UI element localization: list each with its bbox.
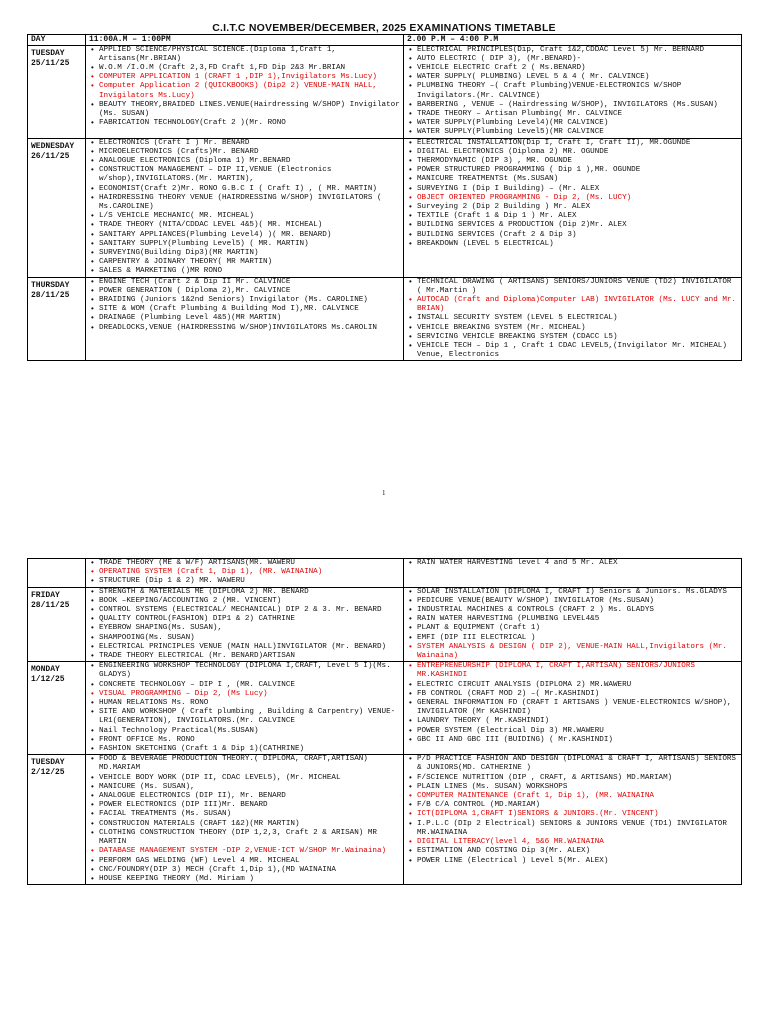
morning-exam-list	[88, 139, 401, 277]
exam-entry: • BOOK –KEEPING/ACCOUNTING 2 (MR. VINCENT)	[99, 597, 401, 606]
exam-entry: • ELECTRIC CIRCUIT ANALYSIS (DIPLOMA 2) MR.WAWERU	[417, 681, 739, 690]
header-morning: 11:00A.M – 1:00PM	[86, 35, 404, 46]
exam-entry: • STRENGTH & MATERIALS ME (DIPLOMA 2) MR. BENARD	[99, 588, 401, 597]
exam-entry: • AUTOCAD (Craft and Diploma)Computer LAB) INVIGILATOR (Ms. LUCY and Mr. BRIAN)	[417, 296, 739, 314]
exam-entry: • ELECTRICAL PRINCIPLES VENUE (MAIN HALL)INVIGILATOR (Mr. BENARD)	[99, 643, 401, 652]
day-name: MONDAY	[31, 665, 60, 675]
day-cell	[28, 662, 86, 755]
afternoon-exam-list	[406, 278, 739, 361]
exam-entry: • Nail Technology Practical(Ms.SUSAN)	[99, 727, 401, 736]
exam-entry: • TRADE THEORY (NITA/CDDAC LEVEL 4&5)( MR. MICHEAL)	[99, 221, 401, 230]
afternoon-exam-list	[406, 755, 739, 865]
exam-entry: • TECHNICAL DRAWING ( ARTISANS) SENIORS/JUNIORS VENUE (TD2) INVIGILATOR ( Mr.Martin )	[417, 278, 739, 296]
day-date: 1/12/25	[31, 675, 65, 685]
exam-entry: • VEHICLE TECH – Dip 1 , Craft 1 CDAC LEVEL5,(Invigilator Mr. MICHEAL) Venue, Electronics	[417, 342, 739, 360]
timetable-page-1	[0, 0, 768, 500]
day-name: FRIDAY	[31, 590, 60, 600]
morning-session-cell	[86, 277, 404, 361]
afternoon-session-cell	[404, 559, 742, 588]
day-cell	[28, 559, 86, 588]
afternoon-session-cell	[404, 277, 742, 361]
exam-entry: • ANALOGUE ELECTRONICS (Diploma 1) Mr.BENARD	[99, 157, 401, 166]
morning-exam-list	[88, 559, 401, 587]
exam-entry: • TRADE THEORY ELECTRICAL (Mr. BENARD)ARTISAN	[99, 652, 401, 661]
exam-entry: • MANICURE (Ms. SUSAN),	[99, 783, 401, 792]
exam-entry: • WATER SUPPLY( PLUMBING) LEVEL 5 & 4 ( Mr. CALVINCE)	[417, 73, 739, 82]
afternoon-session-cell	[404, 45, 742, 138]
exam-entry: • CARPENTRY & JOINARY THEORY( MR MARTIN)	[99, 258, 401, 267]
exam-entry: • WATER SUPPLY(Plumbing Level5)(MR CALVINCE	[417, 128, 739, 137]
exam-entry: • GBC II AND GBC III (BUIDING) ( Mr.KASHINDI)	[417, 736, 739, 745]
header-afternoon: 2.00 P.M – 4:00 P.M	[404, 35, 742, 46]
exam-entry: • HOUSE KEEPING THEORY (Md. Miriam )	[99, 875, 401, 884]
timetable-page-2	[0, 556, 768, 1024]
day-name: TUESDAY	[31, 48, 65, 58]
page-number: 1	[382, 489, 386, 497]
day-row	[28, 587, 742, 662]
exam-entry: • SOLAR INSTALLATION (DIPLOMA I, CRAFT I) Seniors & Juniors. Ms.GLADYS	[417, 588, 739, 597]
exam-entry: • APPLIED SCIENCE/PHYSICAL SCIENCE.(Diploma 1,Craft 1, Artisans(Mr.BRIAN)	[99, 46, 401, 64]
day-row	[28, 277, 742, 361]
timetable-body-1	[28, 45, 742, 361]
exam-entry: • DRAINAGE (Plumbing Level 4&5)(MR MARTIN)	[99, 314, 401, 323]
exam-entry: • WATER SUPPLY(Plumbing Level4)(MR CALVINCE)	[417, 119, 739, 128]
exam-entry: • COMPUTER APPLICATION 1 (CRAFT 1 ,DIP 1),Invigilators Ms.Lucy)	[99, 73, 401, 82]
exam-entry: • BUILDING SERVICES & PRODUCTION (Dip 2)Mr. ALEX	[417, 221, 739, 230]
exam-entry: • DREADLOCKS,VENUE (HAIRDRESSING W/SHOP)INVIGILATORS Ms.CAROLIN	[99, 324, 401, 333]
exam-entry: • W.O.M /I.O.M (Craft 2,3,FD Craft 1,FD Dip 2&3 Mr.BRIAN	[99, 64, 401, 73]
afternoon-session-cell	[404, 755, 742, 885]
exam-entry: • ENTREPRENEURSHIP (DIPLOMA I, CRAFT I,ARTISAN) SENIORS/JUNIORS MR.KASHINDI	[417, 662, 739, 680]
morning-exam-list	[88, 46, 401, 129]
day-row	[28, 559, 742, 588]
exam-entry: • PLANT & EQUIPMENT (Craft 1)	[417, 624, 739, 633]
morning-session-cell	[86, 755, 404, 885]
exam-entry: • POWER GENERATION ( Diploma 2),Mr. CALVINCE	[99, 287, 401, 296]
morning-exam-list	[88, 755, 401, 884]
exam-entry: • ESTIMATION AND COSTING Dip 3(Mr. ALEX)	[417, 847, 739, 856]
morning-session-cell	[86, 45, 404, 138]
timetable-table-1	[27, 34, 742, 361]
exam-entry: • ELECTRICAL PRINCIPLES(Dip, Craft 1&2,CDDAC Level 5) Mr. BERNARD	[417, 46, 739, 55]
exam-entry: • FASHION SKETCHING (Craft 1 & Dip 1)(CATHRINE)	[99, 745, 401, 754]
exam-entry: • MICROELECTRONICS (Crafts)Mr. BENARD	[99, 148, 401, 157]
exam-entry: • INSTALL SECURITY SYSTEM (LEVEL 5 ELECTRICAL)	[417, 314, 739, 323]
page-gap	[0, 500, 768, 556]
day-row	[28, 138, 742, 277]
exam-entry: • HAIRDRESSING THEORY VENUE (HAIRDRESSING W/SHOP) INVIGILATORS ( Ms.CAROLINE)	[99, 194, 401, 212]
afternoon-session-cell	[404, 138, 742, 277]
day-date: 28/11/25	[31, 600, 70, 610]
morning-session-cell	[86, 662, 404, 755]
exam-entry: • VISUAL PROGRAMMING – Dip 2, (Ms Lucy)	[99, 690, 401, 699]
exam-entry: • PEDICURE VENUE(BEAUTY W/SHOP) INVIGILATOR (Ms.SUSAN)	[417, 597, 739, 606]
exam-entry: • HUMAN RELATIONS Ms. RONO	[99, 699, 401, 708]
exam-entry: • STRUCTURE (Dip 1 & 2) MR. WAWERU	[99, 577, 401, 586]
afternoon-exam-list	[406, 588, 739, 662]
day-name: WEDNESDAY	[31, 141, 75, 151]
exam-entry: • CNC/FOUNDRY(DIP 3) MECH (Craft 1,Dip 1),(MD WAINAINA	[99, 866, 401, 875]
exam-entry: • SURVEYING(Building Dip3)(MR MARTIN)	[99, 249, 401, 258]
day-row	[28, 662, 742, 755]
afternoon-session-cell	[404, 587, 742, 662]
exam-entry: • P/D PRACTICE FASHION AND DESIGN (DIPLOMA1 & CRAFT I, ARTISANS) SENIORS & JUNIORS(MD. CATHERINE )	[417, 755, 739, 773]
morning-exam-list	[88, 588, 401, 662]
exam-entry: • OBJECT ORIENTED PROGRAMMING - Dip 2, (Ms. LUCY)	[417, 194, 739, 203]
exam-entry: • COMPUTER MAINTENANCE (Craft 1, Dip 1), (MR. WAINAINA	[417, 792, 739, 801]
exam-entry: • OPERATING SYSTEM (Craft 1, Dip 1), (MR. WAINAINA)	[99, 568, 401, 577]
exam-entry: • CONCRETE TECHNOLOGY – DIP I , (MR. CALVINCE	[99, 681, 401, 690]
exam-entry: • GENERAL INFORMATION FD (CRAFT I ARTISANS ) VENUE-ELECTRONICS W/SHOP), INVIGILATOR (Mr KASHINDI)	[417, 699, 739, 717]
exam-entry: • PERFORM GAS WELDING (WF) Level 4 MR. MICHEAL	[99, 857, 401, 866]
day-date: 25/11/25	[31, 58, 70, 68]
morning-exam-list	[88, 278, 401, 333]
exam-entry: • TRADE THEORY – Artisan Plumbing( Mr. CALVINCE	[417, 110, 739, 119]
exam-entry: • ANALOGUE ELECTRONICS (DIP II), Mr. BENARD	[99, 792, 401, 801]
exam-entry: • FB CONTROL (CRAFT MOD 2) –( Mr.KASHINDI)	[417, 690, 739, 699]
morning-session-cell	[86, 587, 404, 662]
exam-entry: • CONTROL SYSTEMS (ELECTRICAL/ MECHANICAL) DIP 2 & 3. Mr. BENARD	[99, 606, 401, 615]
exam-entry: • SITE AND WORKSHOP ( Craft plumbing , Building & Carpentry) VENUE- LR1(GENERATION), INVIGILATORS.(Mr. CALVINCE	[99, 708, 401, 726]
exam-entry: • CONSTRUCION MATERIALS (CRAFT 1&2)(MR MARTIN)	[99, 820, 401, 829]
exam-entry: • FABRICATION TECHNOLOGY(Craft 2 )(Mr. RONO	[99, 119, 401, 128]
morning-session-cell	[86, 138, 404, 277]
exam-entry: • QUALITY CONTROL(FASHION) DIP1 & 2) CATHRINE	[99, 615, 401, 624]
exam-entry: • EYEBROW SHAPING(Ms. SUSAN),	[99, 624, 401, 633]
timetable-title: C.I.T.C NOVEMBER/DECEMBER, 2025 EXAMINATIONS TIMETABLE	[212, 22, 556, 34]
exam-entry: • LAUNDRY THEORY ( Mr.KASHINDI)	[417, 717, 739, 726]
exam-entry: • ENGINE TECH (Craft 2 & Dip II Mr. CALVINCE	[99, 278, 401, 287]
day-date: 28/11/25	[31, 290, 70, 300]
exam-entry: • Computer Application 2 (QUICKBOOKS) (Dip2 2) VENUE-MAIN HALL, Invigilators Ms.Lucy)	[99, 82, 401, 100]
exam-entry: • BUILDING SERVICES (Craft 2 & Dip 3)	[417, 231, 739, 240]
exam-entry: • BEAUTY THEORY,BRAIDED LINES.VENUE(Hairdressing W/SHOP) Invigilator (Ms. SUSAN)	[99, 101, 401, 119]
day-row	[28, 755, 742, 885]
afternoon-exam-list	[406, 139, 739, 249]
exam-entry: • F/SCIENCE NUTRITION (DIP , CRAFT, & ARTISANS) MD.MARIAM)	[417, 774, 739, 783]
day-row	[28, 45, 742, 138]
exam-entry: • ECONOMIST(Craft 2)Mr. RONO G.B.C I ( Craft I) , ( MR. MARTIN)	[99, 185, 401, 194]
exam-entry: • FACIAL TREATMENTS (Ms. SUSAN)	[99, 810, 401, 819]
exam-entry: • DIGITAL LITERACY(level 4, 5&6 MR.WAINAINA	[417, 838, 739, 847]
timetable-body-2	[28, 559, 742, 885]
exam-entry: • DIGITAL ELECTRONICS (Diploma 2) MR. OGUNDE	[417, 148, 739, 157]
exam-entry: • POWER STRUCTURED PROGRAMMING ( Dip 1 ),MR. OGUNDE	[417, 166, 739, 175]
exam-entry: • VEHICLE ELECTRIC Craft 2 ( Ms.BENARD)	[417, 64, 739, 73]
exam-entry: • SANITARY APPLIANCES(Plumbing Level4) )( MR. BENARD)	[99, 231, 401, 240]
day-date: 26/11/25	[31, 151, 70, 161]
exam-entry: • ENGINEERING WORKSHOP TECHNOLOGY (DIPLOMA I,CRAFT, Level 5 I)(Ms. GLADYS)	[99, 662, 401, 680]
exam-entry: • RAIN WATER HARVESTING (PLUMBING LEVEL4&5	[417, 615, 739, 624]
exam-entry: • POWER LINE (Electrical ) Level 5(Mr. ALEX)	[417, 857, 739, 866]
morning-exam-list	[88, 662, 401, 754]
afternoon-exam-list	[406, 662, 739, 745]
day-cell	[28, 755, 86, 885]
exam-entry: • PLUMBING THEORY –( Craft Plumbing)VENUE-ELECTRONICS W/SHOP Invigilators.(Mr. CALVINCE)	[417, 82, 739, 100]
header-day: DAY	[28, 35, 86, 46]
exam-entry: • BREAKDOWN (LEVEL 5 ELECTRICAL)	[417, 240, 739, 249]
exam-entry: • ICT(DIPLOMA 1,CRAFT I)SENIORS & JUNIORS.(Mr. VINCENT)	[417, 810, 739, 819]
exam-entry: • AUTO ELECTRIC ( DIP 3), (Mr.BENARD)-	[417, 55, 739, 64]
exam-entry: • TRADE THEORY (ME & W/F) ARTISANS(MR. WAWERU	[99, 559, 401, 568]
header-row	[28, 35, 742, 46]
exam-entry: • PLAIN LINES (Ms. SUSAN) WORKSHOPS	[417, 783, 739, 792]
day-cell	[28, 277, 86, 361]
morning-session-cell	[86, 559, 404, 588]
exam-entry: • F/B C/A CONTROL (MD.MARIAM)	[417, 801, 739, 810]
exam-entry: • SERVICING VEHICLE BREAKING SYSTEM (CDACC L5)	[417, 333, 739, 342]
exam-entry: • ELECTRICAL INSTALLATION(Dip I, Craft I, Craft II), MR.OGUNDE	[417, 139, 739, 148]
day-cell	[28, 45, 86, 138]
exam-entry: • DATABASE MANAGEMENT SYSTEM -DIP 2,VENUE-ICT W/SHOP Mr.Wainaina)	[99, 847, 401, 856]
timetable-table-2	[27, 558, 742, 885]
exam-entry: • INDUSTRIAL MACHINES & CONTROLS (CRAFT 2 ) Ms. GLADYS	[417, 606, 739, 615]
exam-entry: • POWER ELECTRONICS (DIP III)Mr. BENARD	[99, 801, 401, 810]
exam-entry: • CONSTRUCTION MANAGEMENT – DIP II,VENUE (Electronics w/shop),INVIGILATORS.(Mr. MARTIN),	[99, 166, 401, 184]
afternoon-session-cell	[404, 662, 742, 755]
exam-entry: • VEHICLE BREAKING SYSTEM (Mr. MICHEAL)	[417, 324, 739, 333]
exam-entry: • MANICURE TREATMENTSt (Ms.SUSAN)	[417, 175, 739, 184]
exam-entry: • SITE & WOM (Craft Plumbing & Building Mod I),MR. CALVINCE	[99, 305, 401, 314]
exam-entry: • L/S VEHICLE MECHANIC( MR. MICHEAL)	[99, 212, 401, 221]
exam-entry: • POWER SYSTEM (Electrical Dip 3) MR.WAWERU	[417, 727, 739, 736]
day-name: THURSDAY	[31, 280, 70, 290]
day-cell	[28, 138, 86, 277]
exam-entry: • BRAIDING (Juniors 1&2nd Seniors) Invigilator (Ms. CAROLINE)	[99, 296, 401, 305]
exam-entry: • Surveying 2 (Dip 2 Building ) Mr. ALEX	[417, 203, 739, 212]
exam-entry: • THERMODYNAMIC (DIP 3) , MR. OGUNDE	[417, 157, 739, 166]
day-name: TUESDAY	[31, 758, 65, 768]
exam-entry: • FRONT OFFICE Ms. RONO	[99, 736, 401, 745]
exam-entry: • SANITARY SUPPLY(Plumbing Level5) ( MR. MARTIN)	[99, 240, 401, 249]
exam-entry: • TEXTILE (Craft 1 & Dip 1 ) Mr. ALEX	[417, 212, 739, 221]
exam-entry: • EMFI (DIP III ELECTRICAL )	[417, 634, 739, 643]
exam-entry: • SURVEYING I (Dip I Building) – (Mr. ALEX	[417, 185, 739, 194]
exam-entry: • FOOD & BEVERAGE PRODUCTION THEORY.( DIPLOMA, CRAFT,ARTISAN) MD.MARIAM	[99, 755, 401, 773]
exam-entry: • BARBERING , VENUE – (Hairdressing W/SHOP), INVIGILATORS (Ms.SUSAN)	[417, 101, 739, 110]
afternoon-exam-list	[406, 559, 739, 568]
exam-entry: • RAIN WATER HARVESTING level 4 and 5 Mr. ALEX	[417, 559, 739, 568]
day-date: 2/12/25	[31, 768, 65, 778]
exam-entry: • SHAMPOOING(Ms. SUSAN)	[99, 634, 401, 643]
exam-entry: • ELECTRONICS (Craft I ) Mr. BENARD	[99, 139, 401, 148]
exam-entry: • VEHICLE BODY WORK (DIP II, CDAC LEVEL5), (Mr. MICHEAL	[99, 774, 401, 783]
exam-entry: • SALES & MARKETING ()MR RONO	[99, 267, 401, 276]
exam-entry: • SYSTEM ANALYSIS & DESIGN ( DIP 2), VENUE-MAIN HALL,Invigilators (Mr. Wainaina)	[417, 643, 739, 661]
afternoon-exam-list	[406, 46, 739, 138]
day-cell	[28, 587, 86, 662]
exam-entry: • CLOTHING CONSTRUCTION THEORY (DIP 1,2,3, Craft 2 & ARISAN) MR MARTIN	[99, 829, 401, 847]
exam-entry: • I.P.L.C (DIp 2 Electrical) SENIORS & JUNIORS VENUE (TD1) INVIGILATOR MR.WAINAINA	[417, 820, 739, 838]
